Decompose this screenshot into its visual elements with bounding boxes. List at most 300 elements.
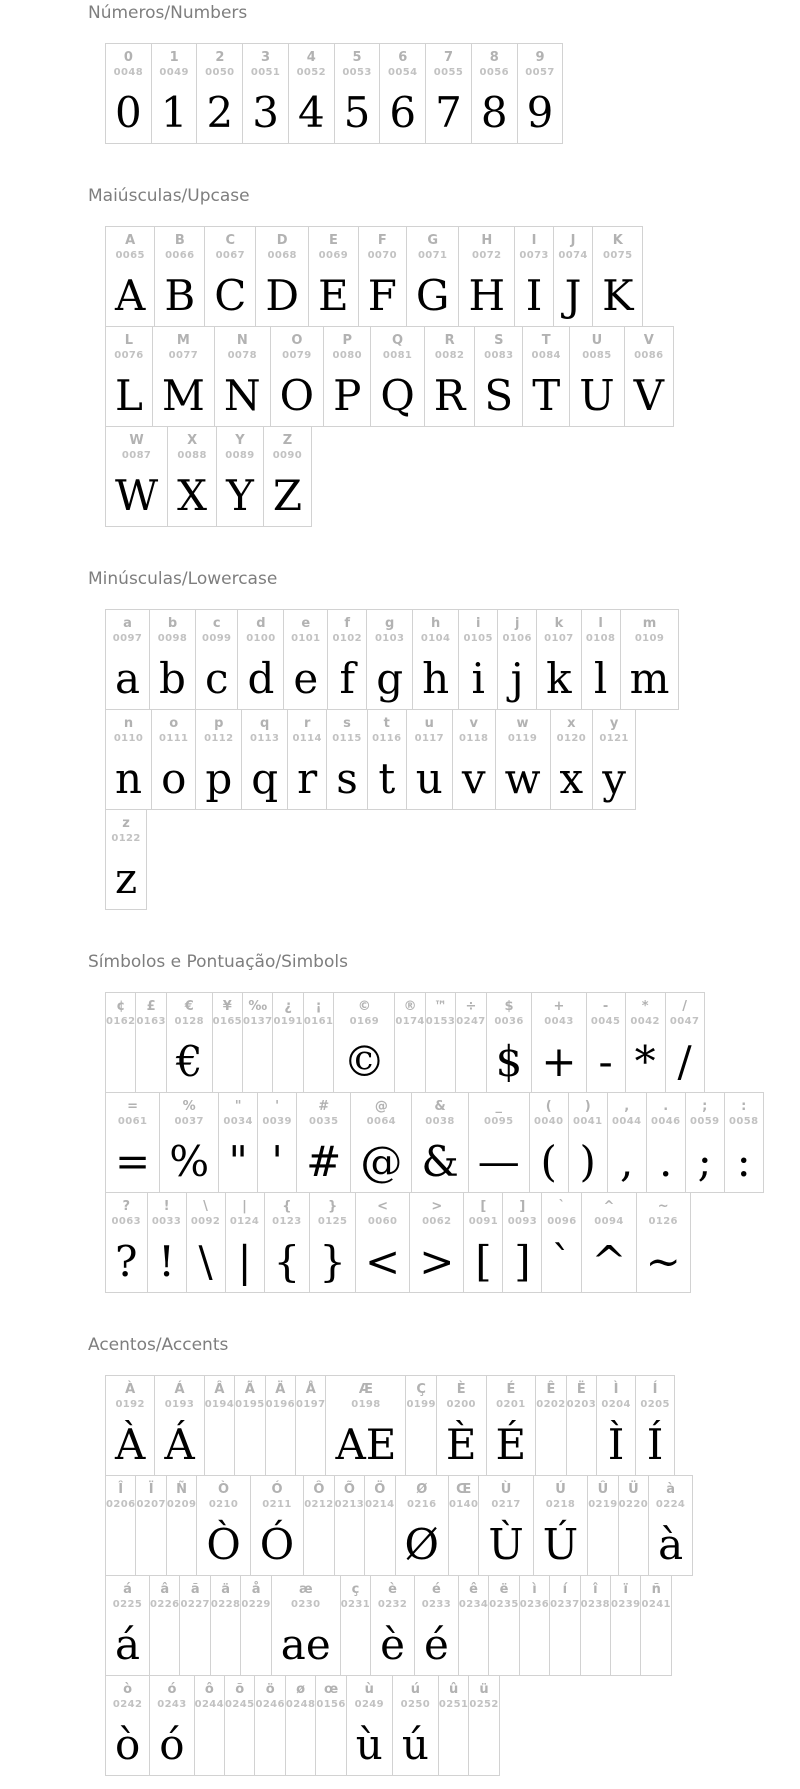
cell-glyph: ; <box>697 1137 712 1186</box>
cell-char: ÷ <box>465 999 477 1014</box>
cell-0242 <box>105 1675 150 1776</box>
cell-code: 0123 <box>272 1216 302 1227</box>
cell-0060 <box>355 1192 410 1293</box>
cell-glyph: AE <box>335 1420 397 1469</box>
glyph-row <box>105 1375 800 1476</box>
cell-0034 <box>218 1092 258 1193</box>
cell-char: æ <box>298 1582 313 1597</box>
cell-0212 <box>303 1475 334 1576</box>
cell-glyph: è <box>380 1620 405 1669</box>
cell-glyph: p <box>205 754 233 803</box>
cell-glyph: j <box>510 654 524 703</box>
cell-code: 0125 <box>317 1216 348 1227</box>
cell-0156 <box>315 1675 346 1776</box>
cell-glyph: 6 <box>389 88 417 137</box>
cell-code: 0165 <box>212 1016 243 1027</box>
cell-code: 0098 <box>157 633 188 644</box>
cell-glyph: * <box>634 1037 656 1086</box>
cell-char: Ñ <box>176 1482 188 1497</box>
cell-code: 0109 <box>634 633 665 644</box>
cell-code: 0241 <box>641 1599 671 1610</box>
cell-0231 <box>340 1575 371 1676</box>
cell-code: 0210 <box>208 1499 239 1510</box>
cell-glyph: È <box>445 1420 477 1469</box>
cell-code: 0110 <box>113 733 144 744</box>
cell-0216 <box>395 1475 449 1576</box>
cell-0202 <box>535 1375 566 1476</box>
cell-code: 0248 <box>285 1699 316 1710</box>
cell-char: & <box>434 1099 446 1114</box>
cell-code: 0087 <box>121 450 152 461</box>
cell-char: Û <box>597 1482 609 1497</box>
cell-char: £ <box>146 999 156 1014</box>
cell-char: ä <box>221 1582 231 1597</box>
cell-code: 0137 <box>243 1016 273 1027</box>
cell-glyph: 8 <box>480 88 508 137</box>
cell-glyph: ` <box>551 1237 573 1286</box>
cell-char: % <box>182 1099 196 1114</box>
cell-char: , <box>624 1099 630 1114</box>
cell-0219 <box>587 1475 618 1576</box>
cell-char: À <box>125 1382 136 1397</box>
cell-glyph: h <box>422 654 450 703</box>
cell-code: 0103 <box>374 633 405 644</box>
cell-char: b <box>167 616 178 631</box>
cell-0244 <box>194 1675 225 1776</box>
cell-code: 0245 <box>225 1699 255 1710</box>
cell-0163 <box>135 992 166 1093</box>
cell-glyph: ) <box>579 1137 596 1186</box>
cell-glyph: ( <box>540 1137 557 1186</box>
cell-code: 0063 <box>111 1216 141 1227</box>
cell-0033 <box>147 1192 187 1293</box>
cell-glyph: [ <box>475 1237 492 1286</box>
cell-0198 <box>325 1375 406 1476</box>
cell-char: © <box>357 999 371 1014</box>
cell-code: 0118 <box>458 733 489 744</box>
cell-code: 0108 <box>585 633 616 644</box>
cell-0123 <box>264 1192 311 1293</box>
cell-code: 0117 <box>414 733 445 744</box>
cell-0064 <box>350 1092 412 1193</box>
cell-glyph: o <box>161 754 187 803</box>
cell-char: l <box>598 616 603 631</box>
cell-char: ú <box>410 1682 420 1697</box>
glyph-table-lowercase <box>105 609 800 910</box>
cell-char: + <box>553 999 565 1014</box>
cell-code: 0099 <box>201 633 232 644</box>
cell-char: 5 <box>352 50 362 65</box>
cell-0100 <box>237 609 284 710</box>
cell-char: r <box>303 716 311 731</box>
cell-char: h <box>431 616 441 631</box>
cell-char: ^ <box>603 1199 615 1214</box>
cell-glyph: ^ <box>591 1237 627 1286</box>
cell-char: ‰ <box>248 999 268 1014</box>
cell-char: R <box>444 333 455 348</box>
cell-char: ( <box>545 1099 552 1114</box>
cell-code: 0097 <box>112 633 143 644</box>
cell-0069 <box>308 226 359 327</box>
cell-0203 <box>566 1375 597 1476</box>
cell-code: 0122 <box>111 833 141 844</box>
cell-code: 0093 <box>507 1216 538 1227</box>
cell-code: 0128 <box>174 1016 204 1027</box>
cell-glyph: Ì <box>607 1420 625 1469</box>
cell-0086 <box>624 326 674 427</box>
cell-char: Æ <box>358 1382 373 1397</box>
cell-code: 0071 <box>417 250 448 261</box>
cell-char: - <box>602 999 609 1014</box>
cell-char: Ø <box>416 1482 428 1497</box>
cell-glyph: : <box>736 1137 751 1186</box>
cell-code: 0162 <box>106 1016 136 1027</box>
cell-char: I <box>531 233 537 248</box>
cell-char: Z <box>282 433 293 448</box>
cell-0197 <box>295 1375 326 1476</box>
cell-0067 <box>204 226 256 327</box>
cell-0090 <box>263 426 312 527</box>
cell-glyph: ' <box>271 1137 283 1186</box>
cell-0250 <box>392 1675 439 1776</box>
cell-code: 0085 <box>582 350 612 361</box>
cell-char: V <box>643 333 654 348</box>
cell-char: N <box>236 333 248 348</box>
glyph-table-symbols <box>105 992 800 1293</box>
cell-code: 0217 <box>491 1499 521 1510</box>
cell-code: 0045 <box>590 1016 621 1027</box>
cell-code: 0211 <box>262 1499 292 1510</box>
cell-code: 0111 <box>158 733 189 744</box>
cell-0108 <box>581 609 621 710</box>
cell-glyph: Ò <box>206 1520 241 1569</box>
cell-0043 <box>531 992 586 1093</box>
cell-0093 <box>502 1192 542 1293</box>
cell-code: 0251 <box>438 1699 469 1710</box>
cell-char: $ <box>504 999 514 1014</box>
glyph-table-accents <box>105 1375 800 1776</box>
cell-glyph: k <box>546 654 572 703</box>
cell-char: ¿ <box>284 999 292 1014</box>
cell-char: v <box>469 716 478 731</box>
cell-0169 <box>333 992 395 1093</box>
cell-glyph: É <box>495 1420 527 1469</box>
cell-glyph: P <box>333 371 362 420</box>
cell-glyph: B <box>164 271 196 320</box>
cell-code: 0204 <box>601 1399 631 1410</box>
cell-code: 0192 <box>115 1399 145 1410</box>
cell-char: ë <box>499 1582 509 1597</box>
cell-char: t <box>383 716 390 731</box>
cell-char: à <box>666 1482 675 1497</box>
cell-glyph: Í <box>646 1420 664 1469</box>
cell-glyph: ? <box>115 1237 138 1286</box>
cell-code: 0126 <box>648 1216 678 1227</box>
cell-char: ù <box>364 1682 374 1697</box>
section-title: Símbolos e Pontuação/Simbols <box>88 952 348 972</box>
cell-0201 <box>486 1375 537 1476</box>
cell-code: 0038 <box>425 1116 455 1127</box>
cell-code: 0191 <box>273 1016 303 1027</box>
cell-code: 0102 <box>332 633 362 644</box>
cell-glyph: e <box>293 654 319 703</box>
cell-code: 0090 <box>272 450 303 461</box>
cell-code: 0054 <box>388 67 418 78</box>
cell-glyph: % <box>169 1137 210 1186</box>
cell-glyph: n <box>115 754 143 803</box>
cell-char: 4 <box>306 50 316 65</box>
cell-0042 <box>625 992 666 1093</box>
cell-0052 <box>288 43 335 144</box>
cell-glyph: , <box>620 1137 634 1186</box>
cell-0040 <box>529 1092 569 1193</box>
cell-0049 <box>151 43 198 144</box>
cell-glyph: 4 <box>297 88 325 137</box>
cell-char: [ <box>480 1199 487 1214</box>
section-uppercase <box>0 186 800 527</box>
glyph-row <box>105 226 800 327</box>
cell-char: Ü <box>628 1482 639 1497</box>
cell-0217 <box>478 1475 533 1576</box>
cell-0065 <box>105 226 155 327</box>
cell-code: 0073 <box>519 250 549 261</box>
cell-0220 <box>618 1475 649 1576</box>
cell-char: Ã <box>244 1382 255 1397</box>
cell-0243 <box>149 1675 194 1776</box>
cell-code: 0156 <box>316 1699 346 1710</box>
cell-glyph: / <box>677 1037 692 1086</box>
cell-char: Å <box>305 1382 316 1397</box>
cell-char: \ <box>203 1199 208 1214</box>
cell-0229 <box>240 1575 271 1676</box>
cell-code: 0197 <box>296 1399 326 1410</box>
cell-char: M <box>176 333 190 348</box>
cell-glyph: m <box>629 654 670 703</box>
cell-0111 <box>151 709 196 810</box>
cell-0230 <box>271 1575 341 1676</box>
cell-code: 0060 <box>367 1216 398 1227</box>
cell-0246 <box>254 1675 285 1776</box>
glyph-row <box>105 809 800 910</box>
cell-char: Ï <box>148 1482 154 1497</box>
cell-char: s <box>343 716 351 731</box>
cell-char: â <box>160 1582 170 1597</box>
cell-0226 <box>149 1575 180 1676</box>
cell-code: 0092 <box>190 1216 221 1227</box>
cell-code: 0070 <box>367 250 398 261</box>
cell-code: 0226 <box>150 1599 180 1610</box>
cell-code: 0206 <box>106 1499 136 1510</box>
cell-char: G <box>427 233 438 248</box>
cell-glyph: 2 <box>206 88 234 137</box>
cell-code: 0199 <box>406 1399 436 1410</box>
cell-0207 <box>135 1475 166 1576</box>
cell-glyph: M <box>161 371 205 420</box>
cell-char: x <box>567 716 576 731</box>
cell-glyph: Q <box>380 371 415 420</box>
cell-char: Y <box>235 433 245 448</box>
cell-glyph: 3 <box>252 88 279 137</box>
cell-0075 <box>592 226 643 327</box>
cell-code: 0055 <box>433 67 464 78</box>
cell-glyph: & <box>421 1137 459 1186</box>
cell-0196 <box>265 1375 296 1476</box>
cell-0066 <box>154 226 205 327</box>
cell-code: 0234 <box>458 1599 489 1610</box>
cell-0120 <box>550 709 594 810</box>
cell-glyph: N <box>223 371 261 420</box>
cell-0047 <box>665 992 705 1093</box>
cell-code: 0174 <box>395 1016 425 1027</box>
cell-0068 <box>255 226 309 327</box>
cell-char: Ì <box>613 1382 619 1397</box>
cell-0116 <box>367 709 407 810</box>
cell-code: 0194 <box>204 1399 235 1410</box>
section-title: Números/Numbers <box>88 3 248 23</box>
cell-char: : <box>741 1099 747 1114</box>
cell-code: 0169 <box>349 1016 380 1027</box>
cell-code: 0051 <box>250 67 281 78</box>
glyph-row <box>105 1192 800 1293</box>
cell-char: @ <box>374 1099 388 1114</box>
cell-glyph: l <box>593 654 608 703</box>
cell-0165 <box>212 992 243 1093</box>
cell-char: y <box>609 716 619 731</box>
cell-code: 0236 <box>519 1599 550 1610</box>
cell-char: < <box>377 1199 389 1214</box>
cell-0082 <box>424 326 476 427</box>
cell-0103 <box>366 609 413 710</box>
cell-code: 0140 <box>448 1499 479 1510</box>
cell-char: á <box>123 1582 132 1597</box>
cell-0126 <box>636 1192 691 1293</box>
cell-code: 0043 <box>544 1016 574 1027</box>
cell-glyph: ó <box>159 1720 185 1769</box>
cell-char: > <box>431 1199 443 1214</box>
cell-char: Q <box>392 333 404 348</box>
cell-char: Ú <box>555 1482 566 1497</box>
cell-code: 0112 <box>204 733 234 744</box>
cell-glyph: 1 <box>160 88 188 137</box>
cell-char: Í <box>652 1382 658 1397</box>
cell-code: 0041 <box>573 1116 603 1127</box>
cell-code: 0104 <box>420 633 451 644</box>
cell-0076 <box>105 326 153 427</box>
cell-char: Œ <box>456 1482 472 1497</box>
cell-0077 <box>152 326 215 427</box>
cell-code: 0089 <box>225 450 255 461</box>
cell-0035 <box>296 1092 351 1193</box>
cell-code: 0050 <box>205 67 235 78</box>
cell-code: 0198 <box>351 1399 381 1410</box>
cell-0121 <box>592 709 636 810</box>
cell-0078 <box>214 326 271 427</box>
cell-code: 0056 <box>479 67 509 78</box>
cell-code: 0083 <box>484 350 514 361</box>
cell-0117 <box>406 709 453 810</box>
cell-glyph: R <box>433 371 466 420</box>
cell-glyph: A <box>115 271 146 320</box>
cell-char: ¢ <box>116 999 126 1014</box>
cell-0225 <box>105 1575 150 1676</box>
cell-glyph: ù <box>355 1720 383 1769</box>
cell-0112 <box>195 709 242 810</box>
cell-0153 <box>425 992 456 1093</box>
glyph-row <box>105 326 800 427</box>
cell-char: c <box>212 616 221 631</box>
cell-0099 <box>195 609 239 710</box>
cell-char: f <box>344 616 351 631</box>
cell-code: 0205 <box>640 1399 670 1410</box>
cell-0057 <box>517 43 564 144</box>
cell-char: w <box>516 716 529 731</box>
section-title: Minúsculas/Lowercase <box>88 569 278 589</box>
cell-char: ô <box>204 1682 214 1697</box>
cell-0206 <box>105 1475 136 1576</box>
cell-char: ? <box>122 1199 131 1214</box>
cell-0236 <box>519 1575 550 1676</box>
cell-code: 0082 <box>434 350 465 361</box>
cell-code: 0120 <box>556 733 587 744</box>
cell-char: | <box>242 1199 247 1214</box>
cell-0037 <box>159 1092 219 1193</box>
cell-glyph: z <box>115 854 138 903</box>
cell-char: Ç <box>416 1382 426 1397</box>
cell-char: ' <box>275 1099 280 1114</box>
cell-glyph: © <box>343 1037 386 1086</box>
cell-char: k <box>554 616 564 631</box>
cell-char: 2 <box>215 50 225 65</box>
cell-char: X <box>187 433 198 448</box>
cell-code: 0230 <box>291 1599 321 1610</box>
cell-0097 <box>105 609 150 710</box>
cell-char: 6 <box>398 50 408 65</box>
cell-glyph: Ó <box>259 1520 295 1569</box>
cell-0092 <box>186 1192 226 1293</box>
cell-code: 0095 <box>484 1116 514 1127</box>
cell-0162 <box>105 992 136 1093</box>
cell-char: D <box>276 233 288 248</box>
cell-code: 0068 <box>267 250 297 261</box>
cell-char: q <box>260 716 270 731</box>
cell-code: 0047 <box>669 1016 700 1027</box>
cell-0056 <box>471 43 518 144</box>
cell-code: 0244 <box>194 1699 225 1710</box>
cell-glyph: 0 <box>115 88 142 137</box>
cell-0096 <box>541 1192 582 1293</box>
glyph-table-uppercase <box>105 226 800 527</box>
cell-glyph: . <box>659 1137 673 1186</box>
cell-0195 <box>234 1375 265 1476</box>
cell-0251 <box>438 1675 469 1776</box>
cell-glyph: # <box>306 1137 342 1186</box>
cell-code: 0067 <box>215 250 245 261</box>
cell-char: ø <box>296 1682 306 1697</box>
cell-char: F <box>377 233 387 248</box>
cell-char: 1 <box>169 50 179 65</box>
cell-char: ® <box>403 999 417 1014</box>
cell-char: E <box>328 233 338 248</box>
cell-glyph: x <box>559 754 584 803</box>
cell-code: 0044 <box>612 1116 642 1127</box>
cell-0140 <box>448 1475 479 1576</box>
cell-code: 0077 <box>168 350 199 361</box>
cell-glyph: E <box>318 271 349 320</box>
cell-0039 <box>257 1092 297 1193</box>
cell-char: ` <box>558 1199 566 1214</box>
cell-char: ó <box>167 1682 177 1697</box>
cell-0118 <box>452 709 496 810</box>
